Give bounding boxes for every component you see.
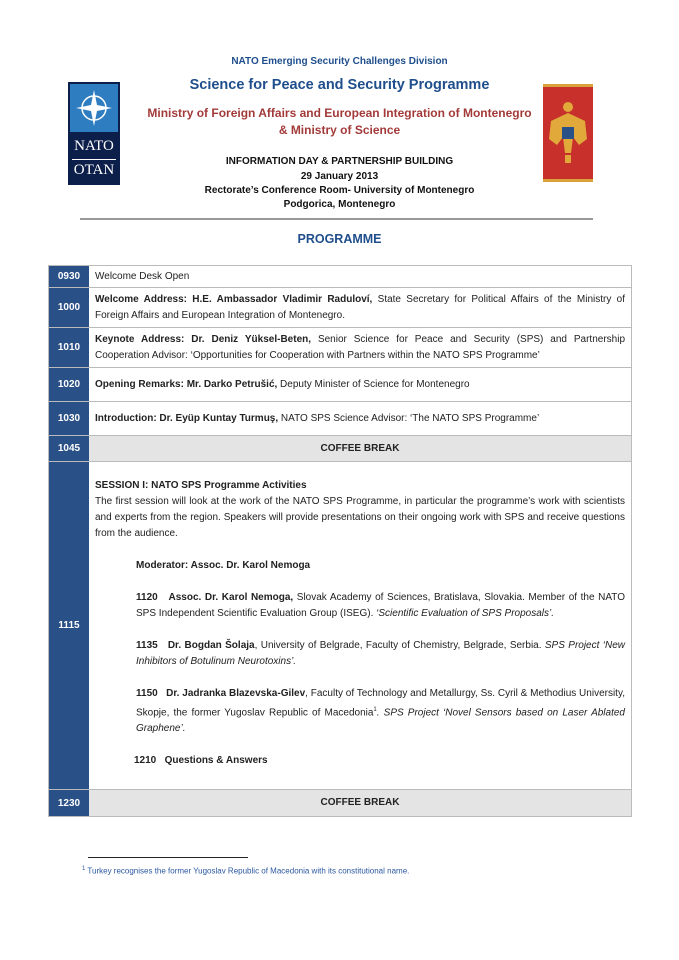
footnote: $^1$ Turkey recognises the former Yugoslav Republic of Macedonia with its constitutional name. xyxy=(82,866,410,876)
row-time: 1030 xyxy=(49,402,89,435)
nato-star-icon xyxy=(70,84,118,132)
row-speaker: Opening Remarks: Mr. Darko Petrušić, xyxy=(95,378,278,390)
session-moderator: Moderator: Assoc. Dr. Karol Nemoga xyxy=(136,560,311,571)
talk-item: 1135 Dr. Bogdan Šolaja, University of Belgrade, Faculty of Chemistry, Belgrade, Serbia. SPS Project ‘New Inhibitors of Botulinum Neurotoxins’. xyxy=(136,640,625,667)
table-row xyxy=(49,288,631,328)
qa-item: 1210 Questions & Answers xyxy=(134,755,268,767)
row-speaker: Introduction: Dr. Eyüp Kuntay Turmuş, xyxy=(95,412,279,424)
table-row xyxy=(49,402,631,436)
nato-logo-text: NATO xyxy=(74,138,114,154)
row-time: 1115 xyxy=(49,462,89,789)
divider xyxy=(80,218,593,220)
coffee-break: COFFEE BREAK xyxy=(89,790,631,816)
coffee-break: COFFEE BREAK xyxy=(89,436,631,461)
division-name: NATO Emerging Security Challenges Division xyxy=(231,56,448,67)
programme-name: Science for Peace and Security Programme xyxy=(189,77,490,93)
table-row xyxy=(49,266,631,288)
table-row xyxy=(49,790,631,816)
event-date: 29 January 2013 xyxy=(300,171,379,182)
row-time: 1000 xyxy=(49,288,89,327)
session-description: The first session will look at the work of the NATO SPS Programme, in particular the programme’s work with scientists and experts from the region. Speakers will provide presentations on their ongoing work with SPS and receive questions from the audience. xyxy=(95,496,625,539)
row-text: Senior Science for Peace and Security (SPS) and Partnership Cooperation Advisor: ‘Opportunities for Cooperation with Partners within the NATO SPS Programme’ xyxy=(95,333,626,361)
ministry-line2: & Ministry of Science xyxy=(278,123,401,137)
eagle-icon xyxy=(543,87,593,179)
row-text: State Secretary for Political Affairs of the Ministry of Foreign Affairs and European Integration of Montenegro. xyxy=(95,293,625,321)
footnote-divider xyxy=(88,857,248,858)
montenegro-flag xyxy=(543,84,593,182)
talk-item: 1150 Dr. Jadranka Blazevska-Gilev, Faculty of Technology and Metallurgy, Ss. Cyril & Methodius University, Skopje, the former Yugoslav Republic of Macedonia$^1$. SPS Project ‘Novel Sensors based on Laser Ablated Graphene’. xyxy=(136,688,625,735)
event-city: Podgorica, Montenegro xyxy=(283,199,396,210)
footnote-ref[interactable]: 1 xyxy=(373,707,377,713)
row-time: 1230 xyxy=(49,790,89,816)
row-time: 1045 xyxy=(49,436,89,461)
table-row xyxy=(49,368,631,402)
event-venue: Rectorate’s Conference Room- University of Montenegro xyxy=(204,185,475,196)
table-row xyxy=(49,328,631,368)
talk-item: 1120 Assoc. Dr. Karol Nemoga, Slovak Academy of Sciences, Bratislava, Slovakia. Member of the NATO SPS Independent Scientific Evaluation Group (ISEG). ‘Scientific Evaluation of SPS Proposals’. xyxy=(136,592,625,619)
row-speaker: Welcome Address: H.E. Ambassador Vladimir Raduloví, xyxy=(95,293,373,305)
row-time: 1010 xyxy=(49,328,89,367)
row-speaker: Keynote Address: Dr. Deniz Yüksel-Beten, xyxy=(95,333,312,345)
row-time: 1020 xyxy=(49,368,89,401)
table-row xyxy=(49,436,631,462)
session-title: SESSION I: NATO SPS Programme Activities xyxy=(95,480,307,491)
section-title: PROGRAMME xyxy=(297,232,382,246)
event-title: INFORMATION DAY & PARTNERSHIP BUILDING xyxy=(225,156,454,167)
programme-table xyxy=(48,265,632,817)
nato-logo xyxy=(68,82,120,185)
row-text: Welcome Desk Open xyxy=(95,270,190,282)
ministry-line1: Ministry of Foreign Affairs and European Integration of Montenegro xyxy=(147,106,532,120)
otan-logo-text: OTAN xyxy=(73,162,115,178)
session-row xyxy=(49,462,631,790)
row-time: 0930 xyxy=(49,266,89,287)
row-text: NATO SPS Science Advisor: ‘The NATO SPS Programme’ xyxy=(278,412,540,424)
row-text: Deputy Minister of Science for Montenegro xyxy=(277,378,470,390)
